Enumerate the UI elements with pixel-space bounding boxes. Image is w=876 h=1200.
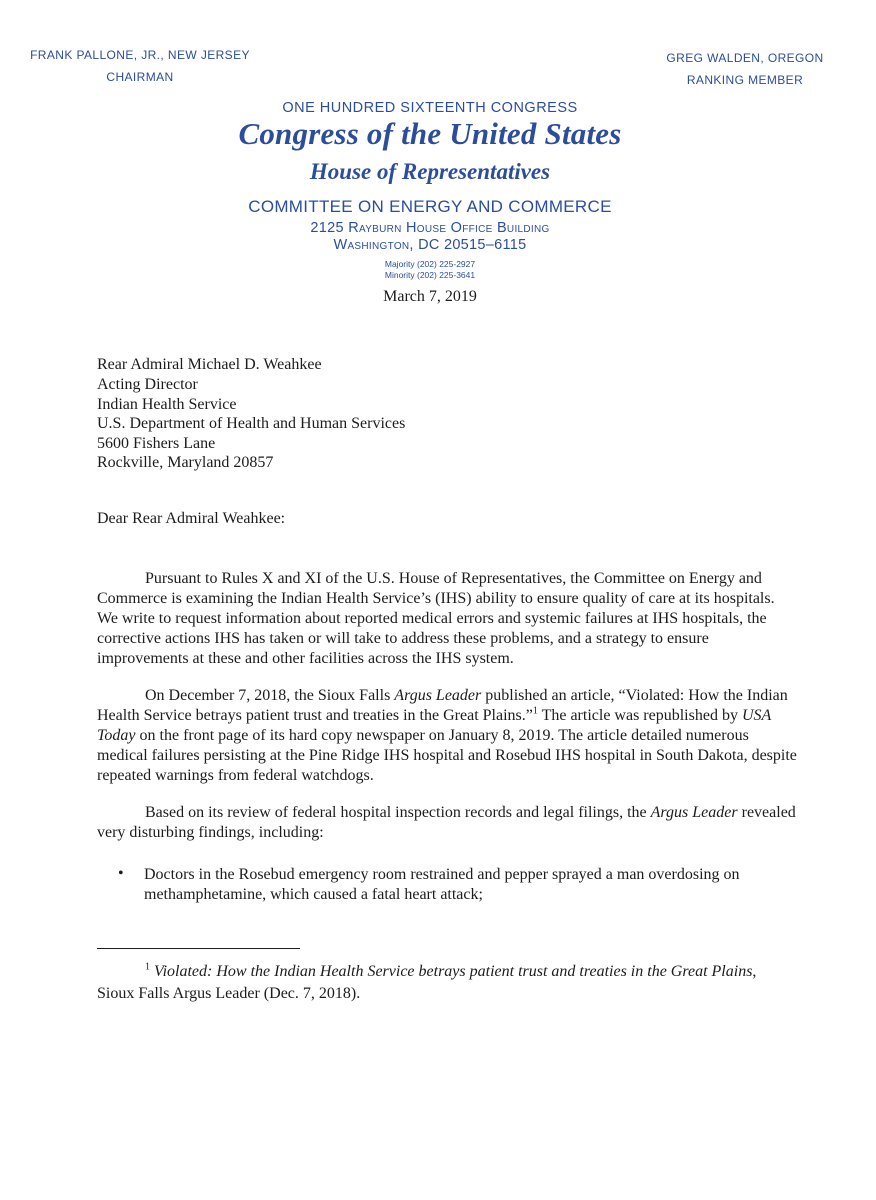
publication-name: Argus Leader: [650, 804, 738, 821]
house-title: House of Representatives: [309, 159, 551, 184]
footnote: [97, 961, 777, 1005]
recipient-line: Rockville, Maryland 20857: [97, 454, 274, 471]
recipient-line: Indian Health Service: [97, 396, 237, 413]
chairman-name: FRANK PALLONE, JR., NEW JERSEY: [30, 48, 250, 62]
phone-numbers: [0, 259, 860, 281]
recipient-line: 5600 Fishers Lane: [97, 435, 216, 452]
body-paragraph-1: Pursuant to Rules X and XI of the U.S. House of Representatives, the Committee on Energy and Commerce is examining the Indian Health Service’s (IHS) ability to ensure quality of care at its hospitals. We write to request information about reported medical errors and systemic failures at IHS hospitals, the corrective actions IHS has taken or will take to address these problems, and a strategy to ensure improvements at these and other facilities across the IHS system.: [97, 570, 775, 667]
salutation: Dear Rear Admiral Weahkee:: [97, 510, 286, 527]
bullet-icon: •: [118, 865, 124, 882]
ranking-member-title: RANKING MEMBER: [686, 73, 804, 87]
text-run: Based on its review of federal hospital inspection records and legal filings, the: [145, 804, 651, 821]
majority-phone: Majority (202) 225-2927: [384, 259, 476, 269]
text-run: on the front page of its hard copy newspaper on January 8, 2019. The article detailed numerous medical failures persisting at the Pine Ridge IHS hospital and Rosebud IHS hospital in South Dakota, despite repeated warnings from federal watchdogs.: [97, 727, 797, 784]
congress-title: Congress of the United States: [238, 116, 622, 151]
minority-phone: Minority (202) 225-3641: [384, 270, 476, 280]
office-address-line1: 2125 Rayburn House Office Building: [310, 220, 550, 236]
bullet-item: Doctors in the Rosebud emergency room restrained and pepper sprayed a man overdosing on methamphetamine, which caused a fatal heart attack;: [144, 866, 740, 903]
recipient-line: Rear Admiral Michael D. Weahkee: [97, 356, 322, 373]
congress-number: ONE HUNDRED SIXTEENTH CONGRESS: [282, 100, 578, 116]
recipient-line: U.S. Department of Health and Human Services: [97, 415, 406, 432]
footnote-divider: [97, 948, 300, 949]
publication-name: USA Today: [97, 707, 771, 744]
text-run: On December 7, 2018, the Sioux Falls: [145, 687, 395, 704]
ranking-member-name: GREG WALDEN, OREGON: [666, 51, 824, 65]
chairman-title: CHAIRMAN: [106, 70, 174, 84]
publication-name: Argus Leader: [394, 687, 482, 704]
footnote-number: 1: [145, 961, 150, 973]
recipient-line: Acting Director: [97, 376, 198, 393]
text-run: published an article, “Violated: How the Indian Health Service betrays patient trust and treaties in the Great Plains.”: [97, 687, 788, 724]
body-paragraph-3: [97, 803, 797, 843]
letter-date: March 7, 2019: [383, 288, 477, 305]
text-run: revealed very disturbing findings, including:: [97, 804, 796, 841]
body-paragraph-2: [97, 686, 797, 786]
footnote-title: Violated: How the Indian Health Service betrays patient trust and treaties in the Great Plains: [154, 963, 753, 980]
committee-name: COMMITTEE ON ENERGY AND COMMERCE: [248, 197, 612, 216]
office-address-line2: Washington, DC 20515–6115: [333, 237, 527, 253]
ranking-member-block: [650, 47, 840, 91]
chairman-block: [30, 44, 250, 88]
footnote-citation: , Sioux Falls Argus Leader (Dec. 7, 2018).: [97, 963, 757, 1002]
footnote-ref: 1: [532, 705, 538, 717]
text-run: The article was republished by: [537, 707, 742, 724]
